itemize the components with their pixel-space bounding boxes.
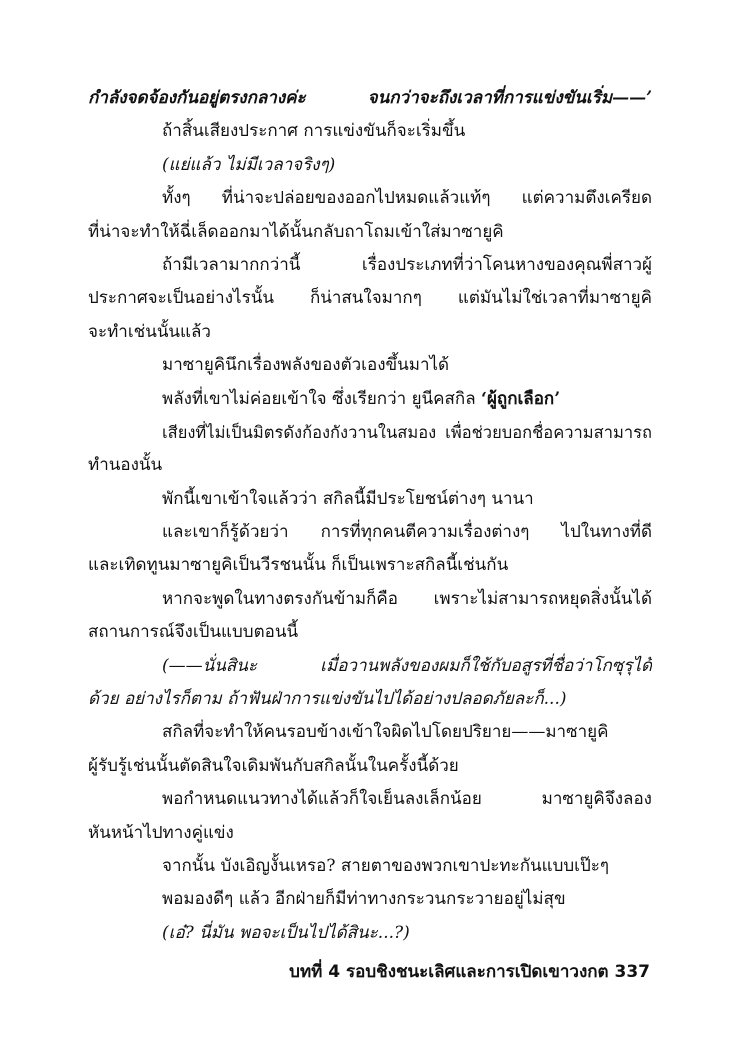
page-body (88, 82, 652, 950)
text-line: ทั้งๆ ที่น่าจะปล่อยของออกไปหมดแล้วแท้ๆ แต่ความตึงเครียด (162, 188, 652, 209)
text-line: (แย่แล้ว ไม่มีเวลาจริงๆ) (162, 154, 336, 175)
text-segment: พลังที่เขาไม่ค่อยเข้าใจ ซึ่งเรียกว่า ยูนีคสกิล (162, 388, 482, 409)
text-line: จากนั้น บังเอิญงั้นเหรอ? สายตาของพวกเขาปะทะกันแบบเป๊ะๆ (162, 855, 610, 876)
text-line (88, 383, 652, 416)
text-line: เสียงที่ไม่เป็นมิตรดังก้องกังวานในสมอง เพื่อช่วยบอกชื่อความสามารถ (162, 422, 652, 442)
text-line: กำลังจดจ้องกันอยู่ตรงกลางค่ะ จนกว่าจะถึงเวลาที่การแข่งขันเริ่ม——’ (88, 88, 652, 108)
text-line: (เอ๋? นี่มัน พอจะเป็นไปได้สินะ...?) (162, 922, 410, 943)
text-line: พอมองดีๆ แล้ว อีกฝ่ายก็มีท่าทางกระวนกระวายอยู่ไม่สุข (162, 889, 566, 910)
text-line: และเทิดทูนมาซายูคิเป็นวีรชนนั้น ก็เป็นเพราะสกิลนี้เช่นกัน (88, 555, 509, 576)
text-line: พักนี้เขาเข้าใจแล้วว่า สกิลนี้มีประโยชน์ต่างๆ นานา (162, 488, 534, 509)
text-line: ทำนองนั้น (88, 455, 163, 476)
text-line: มาซายูคินึกเรื่องพลังของตัวเองขึ้นมาได้ (162, 355, 450, 376)
page-footer: บทที่ 4 รอบชิงชนะเลิศและการเปิดเขาวงกต 337 (289, 962, 650, 982)
text-line: ที่น่าจะทำให้ฉี่เล็ดออกมาได้นั้นกลับถาโถมเข้าใส่มาซายูคิ (88, 221, 504, 242)
text-line: หากจะพูดในทางตรงกันข้ามก็คือ เพราะไม่สามารถหยุดสิ่งนั้นได้ (162, 588, 652, 609)
text-line: ถ้ามีเวลามากกว่านี้ เรื่องประเภทที่ว่าโคนหางของคุณพี่สาวผู้ (162, 254, 652, 275)
text-line: ผู้รับรู้เช่นนั้นตัดสินใจเดิมพันกับสกิลนั้นในครั้งนี้ด้วย (88, 755, 459, 776)
text-line: ประกาศจะเป็นอย่างไรนั้น ก็น่าสนใจมากๆ แต่มันไม่ใช่เวลาที่มาซายูคิ (88, 288, 652, 309)
emphasized-term: ‘ผู้ถูกเลือก’ (481, 388, 561, 409)
text-line: สกิลที่จะทำให้คนรอบข้างเข้าใจผิดไปโดยปริยาย——มาซายูคิ (162, 722, 609, 743)
text-line: ด้วย อย่างไรก็ตาม ถ้าฟันฝ่าการแข่งขันไปได้อย่างปลอดภัยละก็...) (88, 689, 567, 710)
text-line: สถานการณ์จึงเป็นแบบตอนนี้ (88, 622, 299, 643)
text-line: หันหน้าไปทางคู่แข่ง (88, 822, 234, 843)
text-line: (——นั่นสินะ เมื่อวานพลังของผมก็ใช้กับอสูรที่ชื่อว่าโกซุรุได้ (162, 655, 652, 676)
text-line: จะทำเช่นนั้นแล้ว (88, 321, 211, 342)
text-line: และเขาก็รู้ด้วยว่า การที่ทุกคนตีความเรื่องต่างๆ ไปในทางที่ดี (162, 522, 652, 543)
text-line: ถ้าสิ้นเสียงประกาศ การแข่งขันก็จะเริ่มขึ้น (162, 121, 466, 142)
text-line: พอกำหนดแนวทางได้แล้วก็ใจเย็นลงเล็กน้อย มาซายูคิจึงลอง (162, 789, 652, 810)
